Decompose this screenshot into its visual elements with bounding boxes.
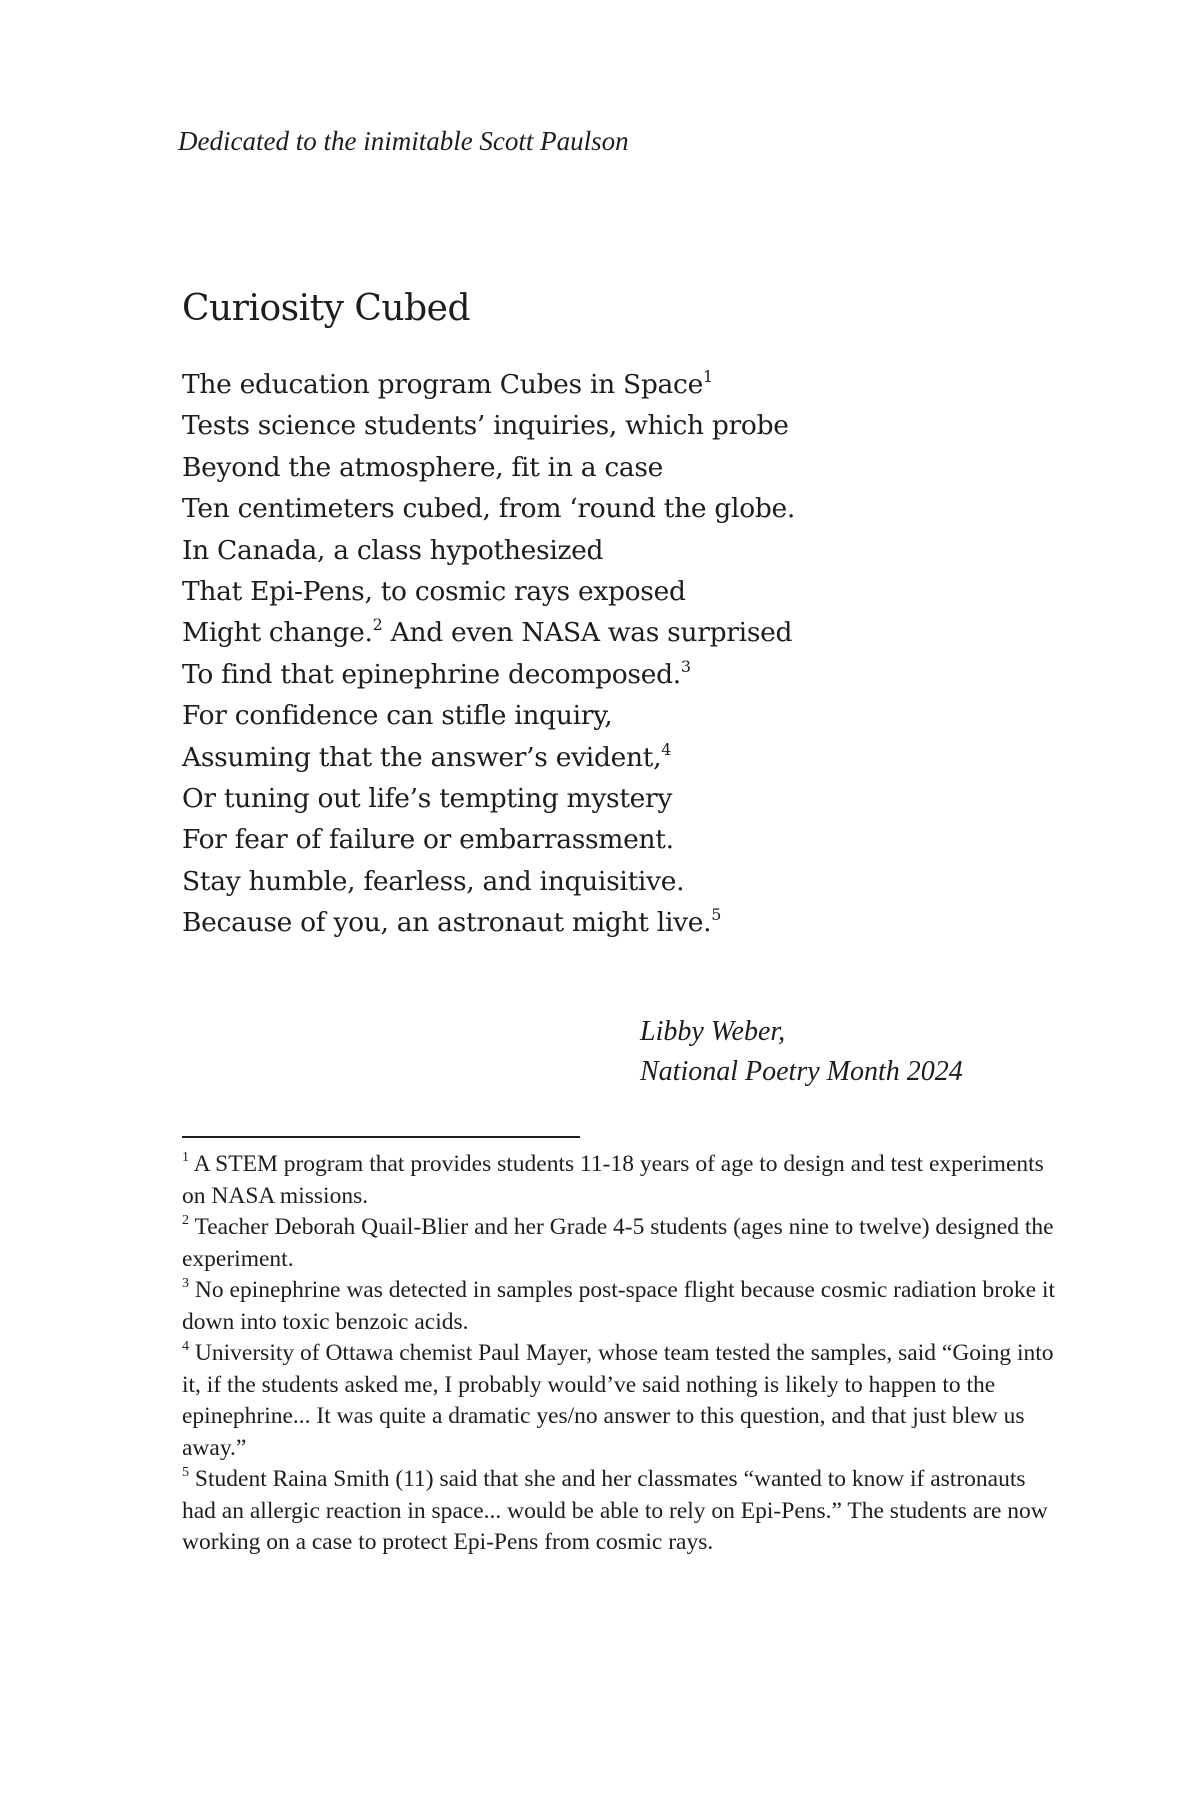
footnote-divider <box>182 1136 580 1138</box>
poem-line: Might change.$^2$ And even NASA was surprised <box>182 615 793 649</box>
poem-line: Beyond the atmosphere, fit in a case <box>182 451 664 483</box>
footnote-number: 4 <box>182 1338 190 1355</box>
poem-line: Stay humble, fearless, and inquisitive. <box>182 865 685 897</box>
footnote: $^2$ Teacher Deborah Quail-Blier and her Grade 4-5 students (ages nine to twelve) designed the experiment. <box>182 1212 1054 1272</box>
author-name: Libby Weber, <box>640 1016 786 1047</box>
poem-title: Curiosity Cubed <box>182 288 470 330</box>
footnote: $^3$ No epinephrine was detected in samples post-space flight because cosmic radiation broke it down into toxic benzoic acids. <box>182 1275 1056 1335</box>
footnote-number: 5 <box>182 1464 190 1481</box>
footnote-ref: 3 <box>680 656 691 676</box>
occasion: National Poetry Month 2024 <box>640 1056 963 1087</box>
poem-line: Or tuning out life’s tempting mystery <box>182 783 673 815</box>
footnote-ref: 5 <box>711 905 722 925</box>
poem-line: Ten centimeters cubed, from ‘round the globe. <box>182 493 796 525</box>
footnote-ref: 1 <box>702 366 713 386</box>
poem-line: Tests science students’ inquiries, which probe <box>182 410 789 442</box>
footnote: $^1$ A STEM program that provides students 11-18 years of age to design and test experiments on NASA missions. <box>182 1149 1044 1209</box>
poem-line: The education program Cubes in Space$^1$ <box>182 366 713 400</box>
poem-line: For confidence can stifle inquiry, <box>182 700 613 732</box>
poem-line: Because of you, an astronaut might live.$^5$ <box>182 905 722 939</box>
footnote-ref: 4 <box>661 739 672 759</box>
footnote-ref: 2 <box>372 615 383 635</box>
footnote-number: 3 <box>182 1275 190 1292</box>
poem-line: Assuming that the answer’s evident,$^4$ <box>182 739 672 773</box>
poem-line: To find that epinephrine decomposed.$^3$ <box>182 656 691 690</box>
footnote-number: 1 <box>182 1149 190 1166</box>
poem-line: That Epi-Pens, to cosmic rays exposed <box>182 576 686 608</box>
footnote: $^4$ University of Ottawa chemist Paul Mayer, whose team tested the samples, said “Going into it, if the students asked me, I probably would’ve said nothing is likely to happen to the epinephrine... It was quite a dramatic yes/no answer to this question, and that just blew us away.” <box>182 1338 1054 1461</box>
footnote-number: 2 <box>182 1212 190 1229</box>
poem-body <box>182 364 982 944</box>
footnotes <box>182 1149 1062 1559</box>
dedication: Dedicated to the inimitable Scott Paulson <box>178 126 629 156</box>
footnote: $^5$ Student Raina Smith (11) said that she and her classmates “wanted to know if astronauts had an allergic reaction in space... would be able to rely on Epi-Pens.” The students are now working on a case to protect Epi-Pens from cosmic rays. <box>182 1464 1048 1555</box>
poem-line: For fear of failure or embarrassment. <box>182 824 674 856</box>
signature <box>640 1012 963 1092</box>
poem-line: In Canada, a class hypothesized <box>182 534 604 566</box>
